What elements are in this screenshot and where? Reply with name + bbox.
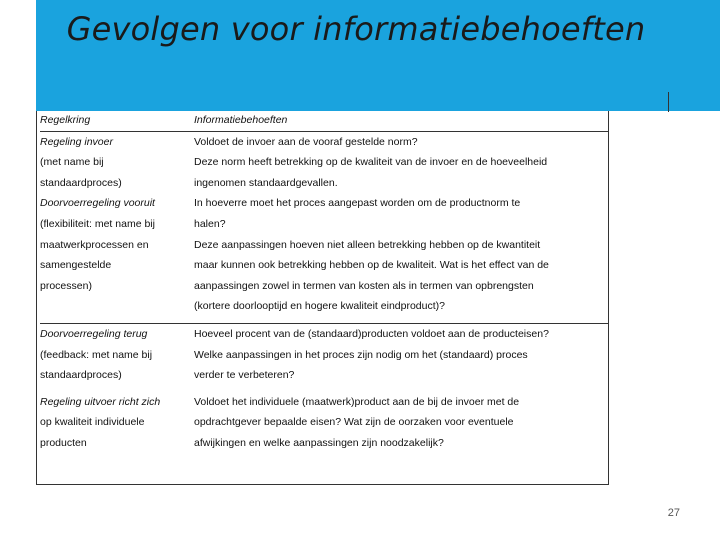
- table-row: [40, 323, 608, 344]
- regelkring-note: standaardproces): [40, 369, 122, 382]
- regelkring-note: (flexibiliteit: met name bij: [40, 217, 155, 230]
- info-line: afwijkingen en welke aanpassingen zijn noodzakelijk?: [194, 436, 444, 449]
- info-line: In hoeverre moet het proces aangepast worden om de productnorm te: [194, 197, 521, 210]
- regelkring-table: [40, 110, 608, 454]
- info-line: ingenomen standaardgevallen.: [194, 176, 338, 189]
- info-line: halen?: [194, 217, 226, 230]
- regelkring-note: op kwaliteit individuele: [40, 416, 145, 429]
- regelkring-note: producten: [40, 436, 87, 449]
- table-row: [40, 193, 608, 214]
- regelkring-note: standaardproces): [40, 176, 122, 189]
- divider-line: [668, 92, 669, 112]
- regelkring-name: Regeling invoer: [40, 135, 113, 148]
- regelkring-name: Doorvoerregeling vooruit: [40, 197, 155, 210]
- info-line: Voldoet het individuele (maatwerk)product aan de bij de invoer met de: [194, 395, 520, 408]
- info-line: Welke aanpassingen in het proces zijn nodig om het (standaard) proces: [194, 348, 528, 361]
- info-line: aanpassingen zowel in termen van kosten als in termen van opbrengsten: [194, 279, 534, 292]
- regelkring-note: maatwerkprocessen en: [40, 238, 149, 251]
- column-header-regelkring: Regelkring: [40, 110, 194, 131]
- page-number: 27: [667, 507, 680, 519]
- table-header-row: [40, 110, 608, 131]
- info-line: (kortere doorlooptijd en hogere kwaliteit eindproduct)?: [194, 300, 445, 313]
- info-line: maar kunnen ook betrekking hebben op de kwaliteit. Wat is het effect van de: [194, 259, 549, 272]
- info-line: opdrachtgever bepaalde eisen? Wat zijn de oorzaken voor eventuele: [194, 416, 514, 429]
- regelkring-note: samengestelde: [40, 259, 112, 272]
- info-line: Deze norm heeft betrekking op de kwaliteit van de invoer en de hoeveelheid: [194, 156, 548, 169]
- info-line: verder te verbeteren?: [194, 369, 295, 382]
- info-line: Voldoet de invoer aan de vooraf gestelde norm?: [194, 135, 418, 148]
- info-line: Deze aanpassingen hoeven niet alleen betrekking hebben op de kwantiteit: [194, 238, 541, 251]
- table-row: [40, 131, 608, 152]
- regelkring-name: Doorvoerregeling terug: [40, 323, 194, 344]
- regelkring-note: (met name bij: [40, 156, 104, 169]
- info-line: Hoeveel procent van de (standaard)producten voldoet aan de producteisen?: [194, 323, 608, 344]
- regelkring-note: processen): [40, 279, 92, 292]
- regelkring-note: (feedback: met name bij: [40, 348, 153, 361]
- slide-title: Gevolgen voor informatiebehoeften: [66, 10, 646, 48]
- regelkring-name: Regeling uitvoer richt zich: [40, 395, 161, 408]
- table-row: [40, 392, 608, 413]
- column-header-informatiebehoeften: Informatiebehoeften: [194, 110, 608, 131]
